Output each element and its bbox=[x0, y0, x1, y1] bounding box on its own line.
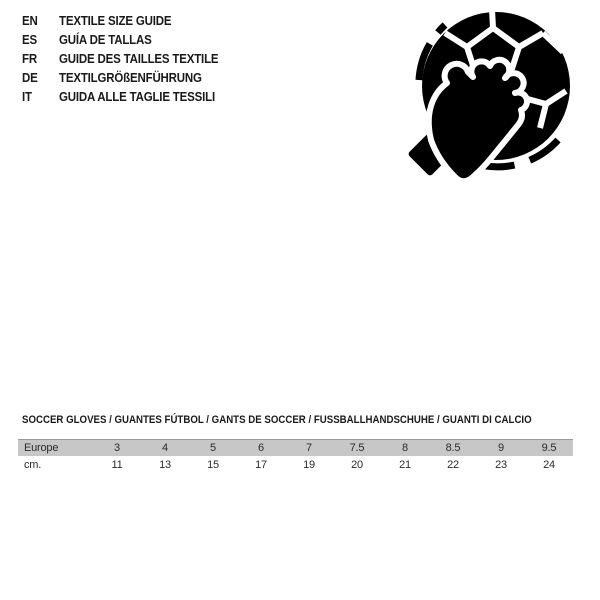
language-code: DE bbox=[22, 70, 38, 85]
europe-size-cell: 5 bbox=[210, 442, 216, 454]
cm-size-cell: 20 bbox=[351, 458, 363, 471]
language-label: GUÍA DE TALLAS bbox=[59, 32, 152, 47]
table-row-europe bbox=[18, 439, 573, 456]
language-row-fr bbox=[22, 49, 232, 68]
cm-size-cell: 24 bbox=[543, 458, 555, 471]
cm-size-cell: 23 bbox=[495, 458, 507, 471]
language-label: TEXTILE SIZE GUIDE bbox=[59, 13, 172, 28]
size-table-section bbox=[0, 413, 600, 473]
europe-size-cell: 8 bbox=[402, 442, 408, 454]
row-label-cm: cm. bbox=[24, 458, 42, 471]
language-row-es bbox=[22, 30, 232, 49]
europe-size-cell: 6 bbox=[258, 442, 264, 454]
cm-size-cell: 21 bbox=[399, 458, 411, 471]
goalkeeper-glove-soccer-ball-icon bbox=[393, 0, 578, 205]
language-list bbox=[22, 11, 232, 106]
size-table bbox=[18, 439, 573, 473]
cm-size-cell: 22 bbox=[447, 458, 459, 471]
europe-size-cell: 9.5 bbox=[541, 442, 557, 454]
europe-size-cell: 3 bbox=[114, 442, 120, 454]
language-label: GUIDE DES TAILLES TEXTILE bbox=[59, 51, 219, 66]
language-row-it bbox=[22, 87, 232, 106]
language-code: EN bbox=[22, 13, 38, 28]
europe-size-cell: 7.5 bbox=[349, 442, 365, 454]
language-code: ES bbox=[22, 32, 37, 47]
language-row-en bbox=[22, 11, 232, 30]
language-row-de bbox=[22, 68, 232, 87]
europe-size-cell: 4 bbox=[162, 442, 168, 454]
europe-size-cell: 8.5 bbox=[445, 442, 461, 454]
table-row-cm bbox=[18, 456, 573, 473]
cm-size-cell: 19 bbox=[303, 458, 315, 471]
cm-size-cell: 15 bbox=[207, 458, 219, 471]
language-code: IT bbox=[22, 89, 32, 104]
language-code: FR bbox=[22, 51, 37, 66]
europe-size-cell: 7 bbox=[306, 442, 312, 454]
row-label-europe: Europe bbox=[24, 442, 59, 454]
cm-size-cell: 13 bbox=[159, 458, 171, 471]
europe-size-cell: 9 bbox=[498, 442, 504, 454]
cm-size-cell: 17 bbox=[255, 458, 267, 471]
language-label: TEXTILGRÖßENFÜHRUNG bbox=[59, 70, 202, 85]
size-table-title: SOCCER GLOVES / GUANTES FÚTBOL / GANTS DE SOCCER / FUSSBALLHANDSCHUHE / GUANTI DI CALCIO bbox=[22, 414, 532, 426]
language-label: GUIDA ALLE TAGLIE TESSILI bbox=[59, 89, 215, 104]
cm-size-cell: 11 bbox=[111, 458, 123, 471]
